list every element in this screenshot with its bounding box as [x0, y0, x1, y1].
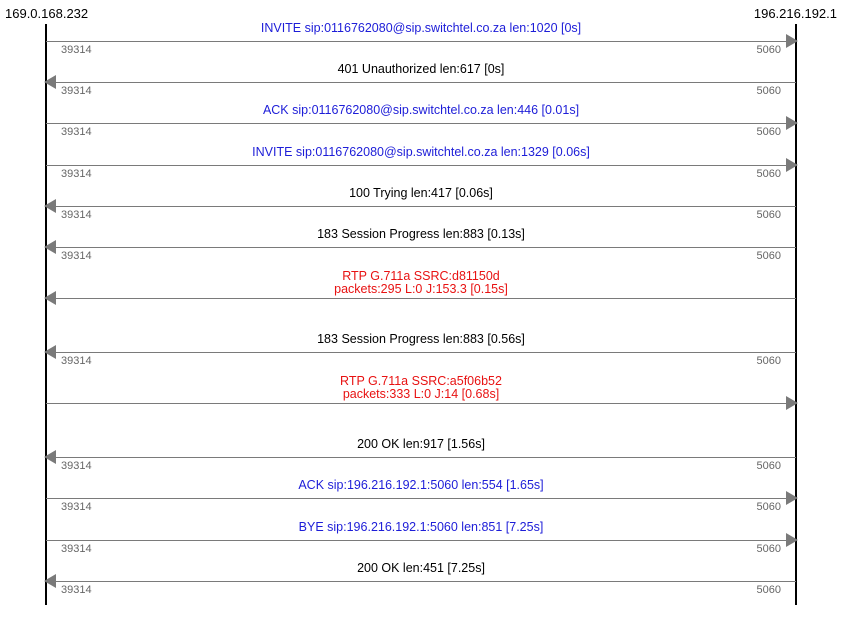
source-port-label: 39314	[61, 355, 92, 367]
message-label: 100 Trying len:417 [0.06s]	[349, 186, 493, 200]
arrow-line	[46, 581, 796, 582]
source-port-label: 39314	[61, 584, 92, 596]
arrow-line	[46, 403, 796, 404]
host-right-label: 196.216.192.1	[753, 6, 837, 21]
source-port-label: 39314	[61, 168, 92, 180]
arrow-line	[46, 457, 796, 458]
message-label: RTP G.711a SSRC:a5f06b52 packets:333 L:0 J:14 [0.68s]	[340, 374, 502, 401]
destination-port-label: 5060	[756, 250, 781, 262]
message-row[interactable]	[46, 63, 796, 103]
message-row[interactable]	[46, 438, 796, 478]
message-row[interactable]	[46, 104, 796, 144]
arrow-left-icon	[44, 345, 56, 359]
message-label: BYE sip:196.216.192.1:5060 len:851 [7.25s]	[298, 520, 544, 534]
message-row[interactable]	[46, 187, 796, 227]
message-label: INVITE sip:0116762080@sip.switchtel.co.za len:1020 [0s]	[260, 21, 582, 35]
arrow-right-icon	[786, 491, 798, 505]
destination-port-label: 5060	[756, 355, 781, 367]
message-label: 183 Session Progress len:883 [0.13s]	[317, 227, 525, 241]
source-port-label: 39314	[61, 543, 92, 555]
destination-port-label: 5060	[756, 209, 781, 221]
destination-port-label: 5060	[756, 543, 781, 555]
arrow-left-icon	[44, 291, 56, 305]
message-row[interactable]	[46, 333, 796, 373]
source-port-label: 39314	[61, 460, 92, 472]
arrow-right-icon	[786, 158, 798, 172]
arrow-left-icon	[44, 75, 56, 89]
arrow-left-icon	[44, 240, 56, 254]
arrow-right-icon	[786, 533, 798, 547]
message-row[interactable]	[46, 562, 796, 602]
message-label: 401 Unauthorized len:617 [0s]	[337, 62, 505, 76]
arrow-line	[46, 82, 796, 83]
message-label: INVITE sip:0116762080@sip.switchtel.co.za len:1329 [0.06s]	[252, 145, 590, 159]
message-row[interactable]	[46, 228, 796, 268]
message-label: RTP G.711a SSRC:d81150d packets:295 L:0 J:153.3 [0.15s]	[334, 269, 508, 296]
source-port-label: 39314	[61, 501, 92, 513]
arrow-line	[46, 123, 796, 124]
message-row[interactable]	[46, 146, 796, 186]
destination-port-label: 5060	[756, 584, 781, 596]
destination-port-label: 5060	[756, 85, 781, 97]
message-row[interactable]	[46, 479, 796, 519]
arrow-right-icon	[786, 396, 798, 410]
arrow-line	[46, 165, 796, 166]
source-port-label: 39314	[61, 85, 92, 97]
source-port-label: 39314	[61, 250, 92, 262]
message-row[interactable]	[46, 270, 796, 310]
message-row[interactable]	[46, 521, 796, 561]
arrow-line	[46, 206, 796, 207]
destination-port-label: 5060	[756, 126, 781, 138]
arrow-line	[46, 298, 796, 299]
message-label: ACK sip:0116762080@sip.switchtel.co.za len:446 [0.01s]	[262, 103, 580, 117]
destination-port-label: 5060	[756, 501, 781, 513]
message-label: 200 OK len:917 [1.56s]	[357, 437, 485, 451]
source-port-label: 39314	[61, 44, 92, 56]
arrow-line	[46, 41, 796, 42]
message-label: ACK sip:196.216.192.1:5060 len:554 [1.65s]	[298, 478, 544, 492]
destination-port-label: 5060	[756, 460, 781, 472]
destination-port-label: 5060	[756, 168, 781, 180]
destination-port-label: 5060	[756, 44, 781, 56]
message-label: 200 OK len:451 [7.25s]	[357, 561, 485, 575]
source-port-label: 39314	[61, 209, 92, 221]
arrow-right-icon	[786, 116, 798, 130]
arrow-line	[46, 247, 796, 248]
message-row[interactable]	[46, 22, 796, 62]
arrow-left-icon	[44, 450, 56, 464]
arrow-left-icon	[44, 574, 56, 588]
arrow-left-icon	[44, 199, 56, 213]
message-label: 183 Session Progress len:883 [0.56s]	[317, 332, 525, 346]
arrow-line	[46, 540, 796, 541]
message-row[interactable]	[46, 375, 796, 415]
arrow-line	[46, 498, 796, 499]
host-left-label: 169.0.168.232	[5, 6, 89, 21]
arrow-right-icon	[786, 34, 798, 48]
source-port-label: 39314	[61, 126, 92, 138]
arrow-line	[46, 352, 796, 353]
